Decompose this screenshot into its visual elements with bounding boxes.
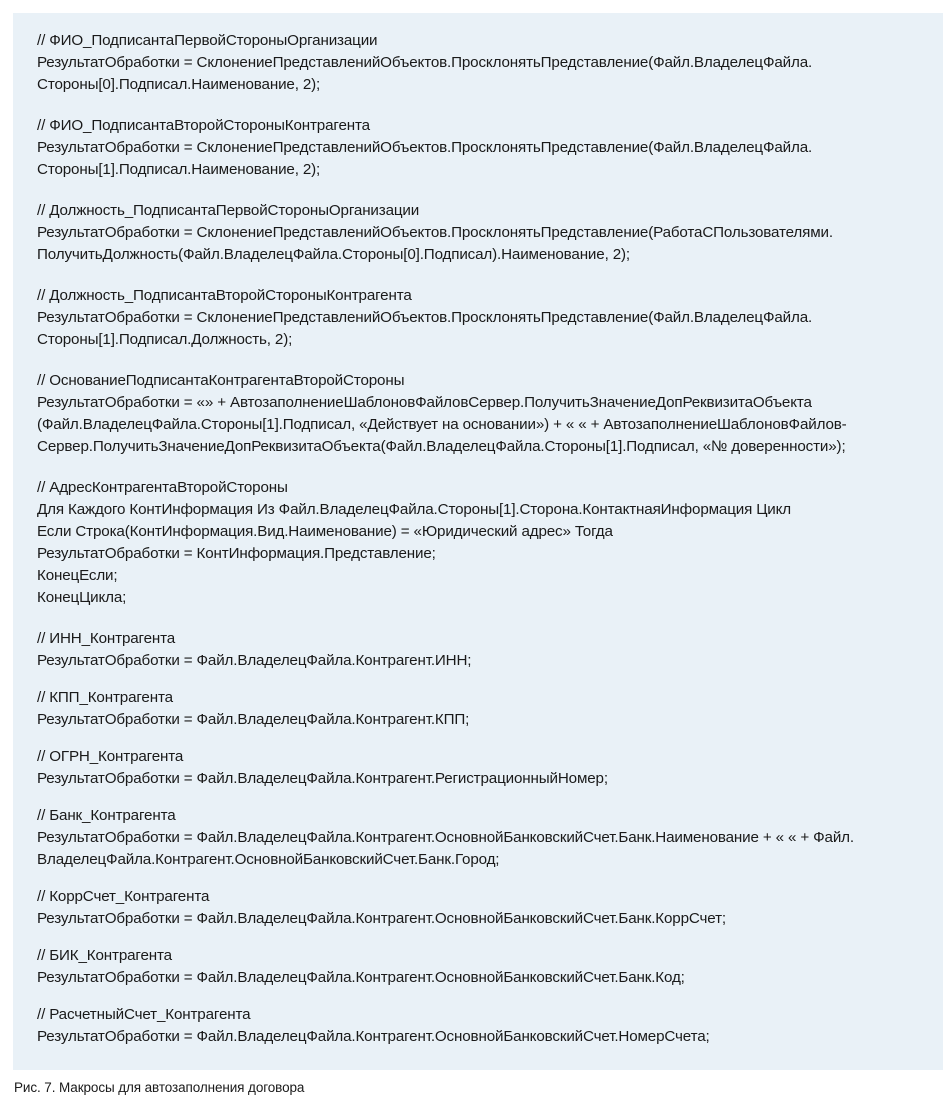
code-comment: // БИК_Контрагента — [37, 947, 172, 964]
code-line: Сервер.ПолучитьЗначениеДопРеквизитаОбъекта(Файл.ВладелецФайла.Стороны[1].Подписал, «№ доверенности»); — [37, 438, 846, 455]
code-line: ПолучитьДолжность(Файл.ВладелецФайла.Стороны[0].Подписал).Наименование, 2); — [37, 246, 630, 263]
code-comment: // КоррСчет_Контрагента — [37, 888, 210, 905]
code-block — [37, 886, 933, 930]
code-comment: // ОснованиеПодписантаКонтрагентаВторойСтороны — [37, 372, 405, 389]
code-comment: // ФИО_ПодписантаПервойСтороныОрганизации — [37, 32, 378, 49]
code-comment: // Должность_ПодписантаВторойСтороныКонтрагента — [37, 287, 412, 304]
code-line: РезультатОбработки = СклонениеПредставленийОбъектов.ПросклонятьПредставление(Файл.ВладелецФайла. — [37, 139, 813, 156]
code-line: Стороны[1].Подписал.Наименование, 2); — [37, 161, 321, 178]
code-comment: // ИНН_Контрагента — [37, 630, 176, 647]
code-listing-panel — [13, 13, 943, 1070]
code-block — [37, 746, 933, 790]
code-block — [37, 805, 933, 871]
code-block — [37, 1004, 933, 1048]
code-block — [37, 945, 933, 989]
code-line: РезультатОбработки = Файл.ВладелецФайла.Контрагент.КПП; — [37, 711, 470, 728]
code-block — [37, 370, 933, 458]
code-block — [37, 687, 933, 731]
code-comment: // ОГРН_Контрагента — [37, 748, 184, 765]
code-line: Стороны[0].Подписал.Наименование, 2); — [37, 76, 321, 93]
code-line: РезультатОбработки = Файл.ВладелецФайла.Контрагент.ОсновнойБанковскийСчет.Банк.КоррСчет; — [37, 910, 726, 927]
code-comment: // АдресКонтрагентаВторойСтороны — [37, 479, 288, 496]
code-comment: // РасчетныйСчет_Контрагента — [37, 1006, 251, 1023]
code-line: РезультатОбработки = СклонениеПредставленийОбъектов.ПросклонятьПредставление(Файл.ВладелецФайла. — [37, 54, 813, 71]
code-comment: // Должность_ПодписантаПервойСтороныОрганизации — [37, 202, 420, 219]
code-line: РезультатОбработки = «» + АвтозаполнениеШаблоновФайловСервер.ПолучитьЗначениеДопРеквизитаОбъекта — [37, 394, 812, 411]
code-block — [37, 200, 933, 266]
code-line: РезультатОбработки = СклонениеПредставленийОбъектов.ПросклонятьПредставление(РаботаСПользователями. — [37, 224, 833, 241]
code-line: (Файл.ВладелецФайла.Стороны[1].Подписал, «Действует на основании») + « « + АвтозаполнениеШаблоновФайлов- — [37, 416, 847, 433]
code-line: РезультатОбработки = Файл.ВладелецФайла.Контрагент.ОсновнойБанковскийСчет.НомерСчета; — [37, 1028, 710, 1045]
code-line: РезультатОбработки = Файл.ВладелецФайла.Контрагент.ОсновнойБанковскийСчет.Банк.Код; — [37, 969, 685, 986]
code-line: РезультатОбработки = СклонениеПредставленийОбъектов.ПросклонятьПредставление(Файл.ВладелецФайла. — [37, 309, 813, 326]
code-line: Для Каждого КонтИнформация Из Файл.ВладелецФайла.Стороны[1].Сторона.КонтактнаяИнформация Цикл — [37, 501, 792, 518]
code-line: Стороны[1].Подписал.Должность, 2); — [37, 331, 293, 348]
code-line: Если Строка(КонтИнформация.Вид.Наименование) = «Юридический адрес» Тогда — [37, 523, 613, 540]
code-line: РезультатОбработки = Файл.ВладелецФайла.Контрагент.РегистрационныйНомер; — [37, 770, 608, 787]
code-comment: // КПП_Контрагента — [37, 689, 173, 706]
code-line: КонецЦикла; — [37, 589, 127, 606]
code-comment: // Банк_Контрагента — [37, 807, 176, 824]
code-block — [37, 115, 933, 181]
code-line: РезультатОбработки = Файл.ВладелецФайла.Контрагент.ИНН; — [37, 652, 472, 669]
code-line: РезультатОбработки = КонтИнформация.Представление; — [37, 545, 436, 562]
code-block — [37, 285, 933, 351]
code-comment: // ФИО_ПодписантаВторойСтороныКонтрагента — [37, 117, 370, 134]
figure-caption: Рис. 7. Макросы для автозаполнения договора — [14, 1080, 305, 1095]
code-line: РезультатОбработки = Файл.ВладелецФайла.Контрагент.ОсновнойБанковскийСчет.Банк.Наименование + « « + Файл. — [37, 829, 854, 846]
code-block — [37, 30, 933, 96]
code-block — [37, 628, 933, 672]
code-line: КонецЕсли; — [37, 567, 118, 584]
code-block — [37, 477, 933, 609]
code-line: ВладелецФайла.Контрагент.ОсновнойБанковскийСчет.Банк.Город; — [37, 851, 500, 868]
